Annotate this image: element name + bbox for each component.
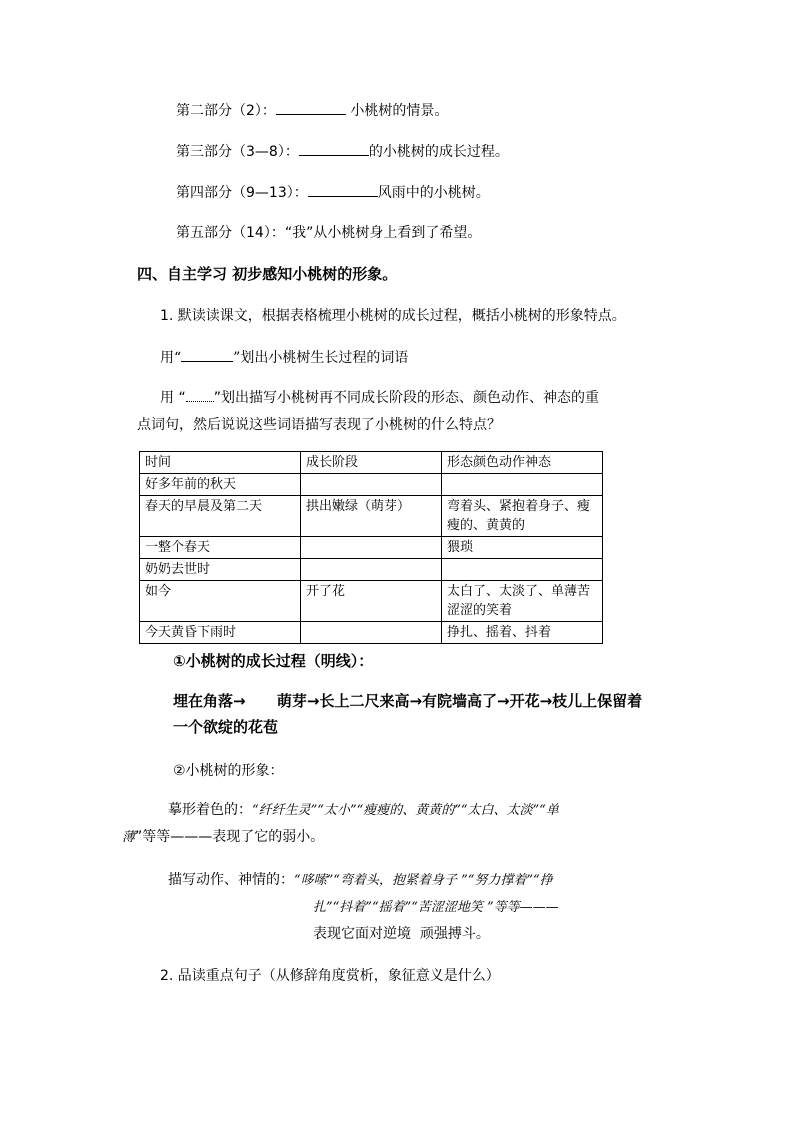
shape-quotes: “纤纤生灵”“太小”“瘦瘦的、黄黄的”“太白、太淡”“单: [252, 803, 559, 818]
table-row: [140, 559, 603, 581]
table-header-row: [140, 452, 603, 474]
instr2-prefix: 用 “: [160, 390, 186, 406]
part-2-blank[interactable]: [276, 100, 346, 115]
underline-sample: [181, 347, 233, 362]
cell-time: 奶奶去世时: [140, 559, 301, 581]
instr2-suffix: ”划出描写小桃树再不同成长阶段的形态、颜色动作、神态的重: [213, 390, 599, 406]
image-title: ②小桃树的形象：: [173, 763, 284, 779]
instruction-wavy-line2: 点词句，然后说说这些词语描写表现了小桃树的什么特点？: [137, 417, 501, 433]
shape-line2: [122, 827, 324, 848]
table-row: [140, 496, 603, 537]
cell-features: 太白了、太淡了、单薄苦涩涩的笑着: [442, 581, 603, 622]
part-3-line: [176, 141, 509, 162]
action-line3: 表现它面对逆境 顽强搏斗。: [313, 926, 490, 942]
growth-table: [139, 451, 603, 644]
part-5-label: 第五部分（14）：: [176, 225, 285, 241]
cell-features: 挣扎、摇着、抖着: [442, 622, 603, 644]
part-4-line: [176, 182, 490, 203]
cell-stage[interactable]: [301, 559, 442, 581]
cell-time: 今天黄昏下雨时: [140, 622, 301, 644]
task1-text: 1. 默读读课文，根据表格梳理小桃树的成长过程，概括小桃树的形象特点。: [160, 308, 626, 324]
cell-features[interactable]: [442, 474, 603, 496]
cell-stage[interactable]: [301, 537, 442, 559]
part-4-label: 第四部分（9—13）：: [176, 185, 308, 201]
cell-stage: 拱出嫩绿（萌芽）: [301, 496, 442, 537]
action-line2-text: 扎”“抖着”“摇着”“苦涩涩地笑 ”等等———: [313, 900, 559, 915]
growth-title: ①小桃树的成长过程（明线）：: [173, 652, 374, 670]
cell-time: 一整个春天: [140, 537, 301, 559]
part-2-label: 第二部分（2）：: [176, 103, 276, 119]
shape-line2-quote: 薄: [122, 830, 136, 845]
part-4-text: 风雨中的小桃树。: [377, 185, 490, 201]
cell-stage[interactable]: [301, 474, 442, 496]
instruction-underline: [160, 347, 408, 368]
part-3-text: 的小桃树的成长过程。: [368, 144, 509, 160]
action-line2: [313, 897, 559, 918]
header-features: 形态颜色动作神态: [442, 452, 603, 474]
header-time: 时间: [140, 452, 301, 474]
part-5-text: “我”从小桃树身上看到了希望。: [284, 225, 482, 241]
instr1-prefix: 用“: [160, 350, 182, 366]
part-5-line: [176, 223, 481, 243]
action-quotes: “哆嗦”“弯着头，抱紧着身子 ”“努力撑着”“挣: [294, 873, 553, 888]
section4-heading: 四、自主学习 初步感知小桃树的形象。: [137, 265, 398, 283]
shape-line2-text: ”等等———表现了它的弱小。: [135, 829, 325, 845]
table-row: [140, 537, 603, 559]
cell-stage[interactable]: [301, 622, 442, 644]
part-3-label: 第三部分（3—8）：: [176, 144, 299, 160]
header-stage: 成长阶段: [301, 452, 442, 474]
part-2-line: [176, 100, 448, 121]
cell-features: 猥琐: [442, 537, 603, 559]
wavy-line-sample: [186, 389, 214, 402]
cell-features: 弯着头、紧抱着身子、瘦瘦的、黄黄的: [442, 496, 603, 537]
instruction-wavy: [160, 388, 599, 408]
cell-time: 好多年前的秋天: [140, 474, 301, 496]
table-row: [140, 581, 603, 622]
part-3-blank[interactable]: [299, 141, 369, 156]
action-label: 描写动作、神情的：: [168, 872, 294, 888]
cell-features[interactable]: [442, 559, 603, 581]
cell-time: 如今: [140, 581, 301, 622]
task2-text: 2. 品读重点句子（从修辞角度赏析，象征意义是什么）: [160, 968, 500, 984]
part-2-text: 小桃树的情景。: [345, 103, 449, 119]
shape-label: 摹形着色的：: [168, 802, 252, 818]
part-4-blank[interactable]: [308, 182, 378, 197]
growth-line2: 一个欲绽的花苞: [173, 718, 279, 736]
table-row: [140, 474, 603, 496]
shape-line1: [168, 800, 559, 821]
table-row: [140, 622, 603, 644]
instr1-suffix: ”划出小桃树生长过程的词语: [233, 350, 409, 366]
action-line1: [168, 870, 553, 891]
growth-line1: 埋在角落→ 萌芽→长上二尺来高→有院墙高了→开花→枝儿上保留着: [173, 692, 643, 710]
cell-time: 春天的早晨及第二天: [140, 496, 301, 537]
cell-stage: 开了花: [301, 581, 442, 622]
